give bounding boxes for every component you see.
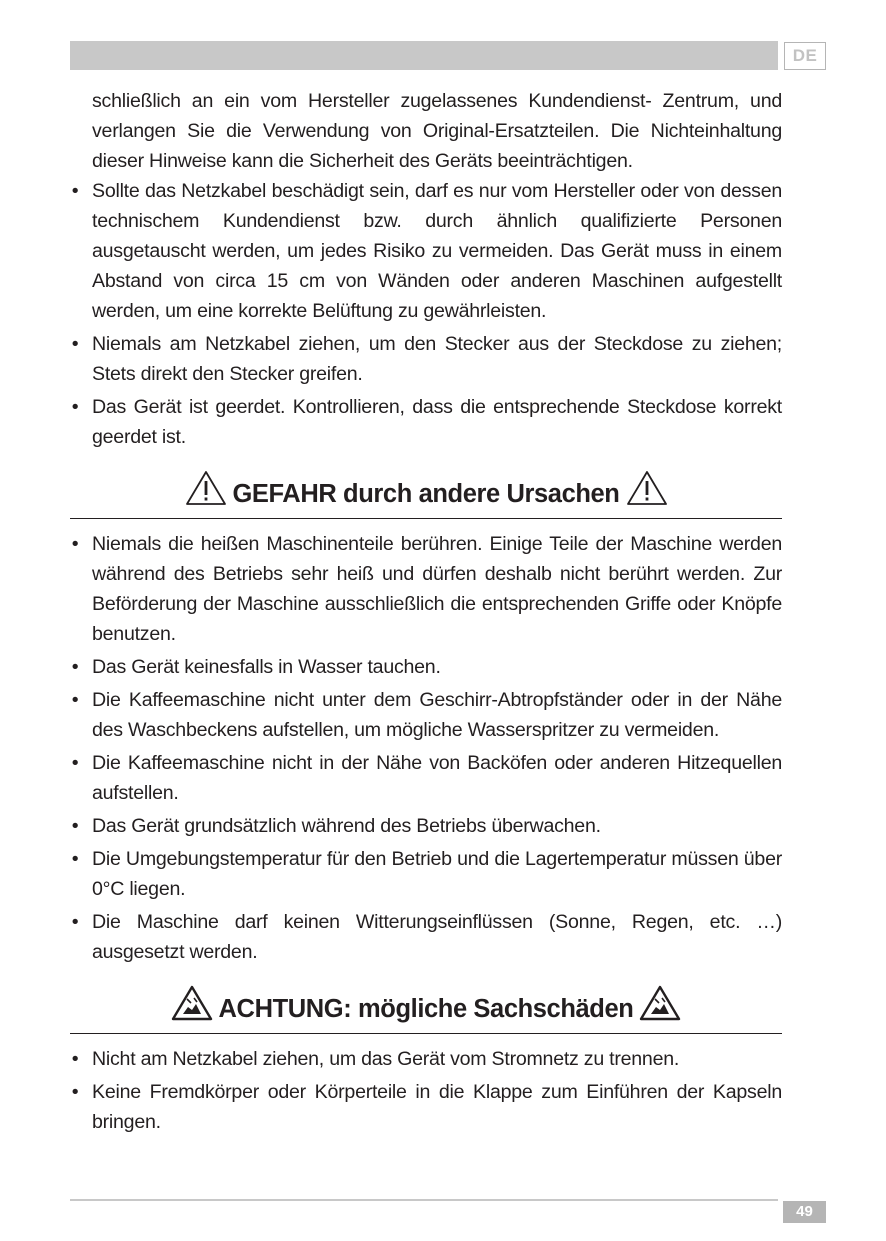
warning-triangle-icon — [185, 470, 227, 516]
bullet-list-top — [70, 176, 782, 452]
bullet-list-danger — [70, 529, 782, 967]
damage-warning-triangle-icon — [639, 985, 681, 1031]
section-title: GEFAHR durch andere Ursachen — [232, 480, 620, 508]
list-item-text: Die Maschine darf keinen Witterungseinflüssen (Sonne, Regen, etc. …) ausgesetzt werden. — [92, 911, 782, 963]
list-item-text: Niemals am Netzkabel ziehen, um den Stecker aus der Steckdose zu ziehen; Stets direkt den Stecker greifen. — [92, 333, 782, 385]
list-item-text: Das Gerät keinesfalls in Wasser tauchen. — [92, 656, 441, 678]
list-item — [70, 907, 782, 967]
bullet-icon: • — [71, 911, 79, 933]
list-item-text: Niemals die heißen Maschinenteile berühren. Einige Teile der Maschine werden während des Betriebs sehr heiß und dürfen deshalb nicht berührt werden. Zur Beförderung der Maschine ausschließlich die entsprechenden Griffe oder Knöpfe benutzen. — [92, 533, 782, 645]
list-item-text: Das Gerät ist geerdet. Kontrollieren, dass die entsprechende Steckdose korrekt geerdet ist. — [92, 396, 782, 448]
list-item — [70, 392, 782, 452]
list-item — [70, 529, 782, 649]
page-content — [70, 86, 782, 1140]
page-number: 49 — [783, 1201, 826, 1223]
bullet-list-caution — [70, 1044, 782, 1137]
list-item-text: Sollte das Netzkabel beschädigt sein, darf es nur vom Hersteller oder von dessen technischem Kundendienst bzw. durch ähnlich qualifizierte Personen ausgetauscht werden, um jedes Risiko zu vermeiden. Das Gerät muss in einem Abstand von circa 15 cm von Wänden oder anderen Maschinen aufgestellt werden, um eine korrekte Belüftung zu gewährleisten. — [92, 180, 782, 322]
intro-paragraph: schließlich an ein vom Hersteller zugelassenes Kundendienst- Zentrum, und verlangen Sie die Verwendung von Original-Ersatzteilen. Die Nichteinhaltung dieser Hinweise kann die Sicherheit des Geräts beeinträchtigen. — [92, 90, 782, 172]
bullet-icon: • — [71, 180, 79, 202]
list-item-text: Nicht am Netzkabel ziehen, um das Gerät vom Stromnetz zu trennen. — [92, 1048, 680, 1070]
footer-rule — [70, 1199, 778, 1201]
bullet-icon: • — [71, 656, 79, 678]
list-item — [70, 1044, 782, 1074]
bullet-icon: • — [71, 689, 79, 711]
bullet-icon: • — [71, 1081, 79, 1103]
damage-warning-triangle-icon — [171, 985, 213, 1031]
bullet-icon: • — [71, 815, 79, 837]
section-heading-danger — [70, 470, 782, 519]
list-item — [70, 176, 782, 326]
list-item — [70, 748, 782, 808]
warning-triangle-icon — [626, 470, 668, 516]
list-item — [70, 329, 782, 389]
section-heading-caution — [70, 985, 782, 1034]
section-title: ACHTUNG: mögliche Sachschäden — [218, 995, 634, 1023]
list-item — [70, 1077, 782, 1137]
list-item — [70, 844, 782, 904]
header-bar — [70, 41, 778, 70]
bullet-icon: • — [71, 752, 79, 774]
list-item-text: Die Kaffeemaschine nicht unter dem Geschirr-Abtropfständer oder in der Nähe des Waschbeckens aufstellen, um mögliche Wasserspritzer zu vermeiden. — [92, 689, 782, 741]
bullet-icon: • — [71, 533, 79, 555]
list-item-text: Die Umgebungstemperatur für den Betrieb und die Lagertemperatur müssen über 0°C liegen. — [92, 848, 782, 900]
bullet-icon: • — [71, 396, 79, 418]
list-item-text: Die Kaffeemaschine nicht in der Nähe von Backöfen oder anderen Hitzequellen aufstellen. — [92, 752, 782, 804]
bullet-icon: • — [71, 333, 79, 355]
bullet-icon: • — [71, 848, 79, 870]
bullet-icon: • — [71, 1048, 79, 1070]
list-item — [70, 685, 782, 745]
list-item — [70, 652, 782, 682]
list-item — [70, 811, 782, 841]
language-badge: DE — [784, 42, 826, 70]
list-item-text: Das Gerät grundsätzlich während des Betriebs überwachen. — [92, 815, 601, 837]
list-item-text: Keine Fremdkörper oder Körperteile in die Klappe zum Einführen der Kapseln bringen. — [92, 1081, 782, 1133]
